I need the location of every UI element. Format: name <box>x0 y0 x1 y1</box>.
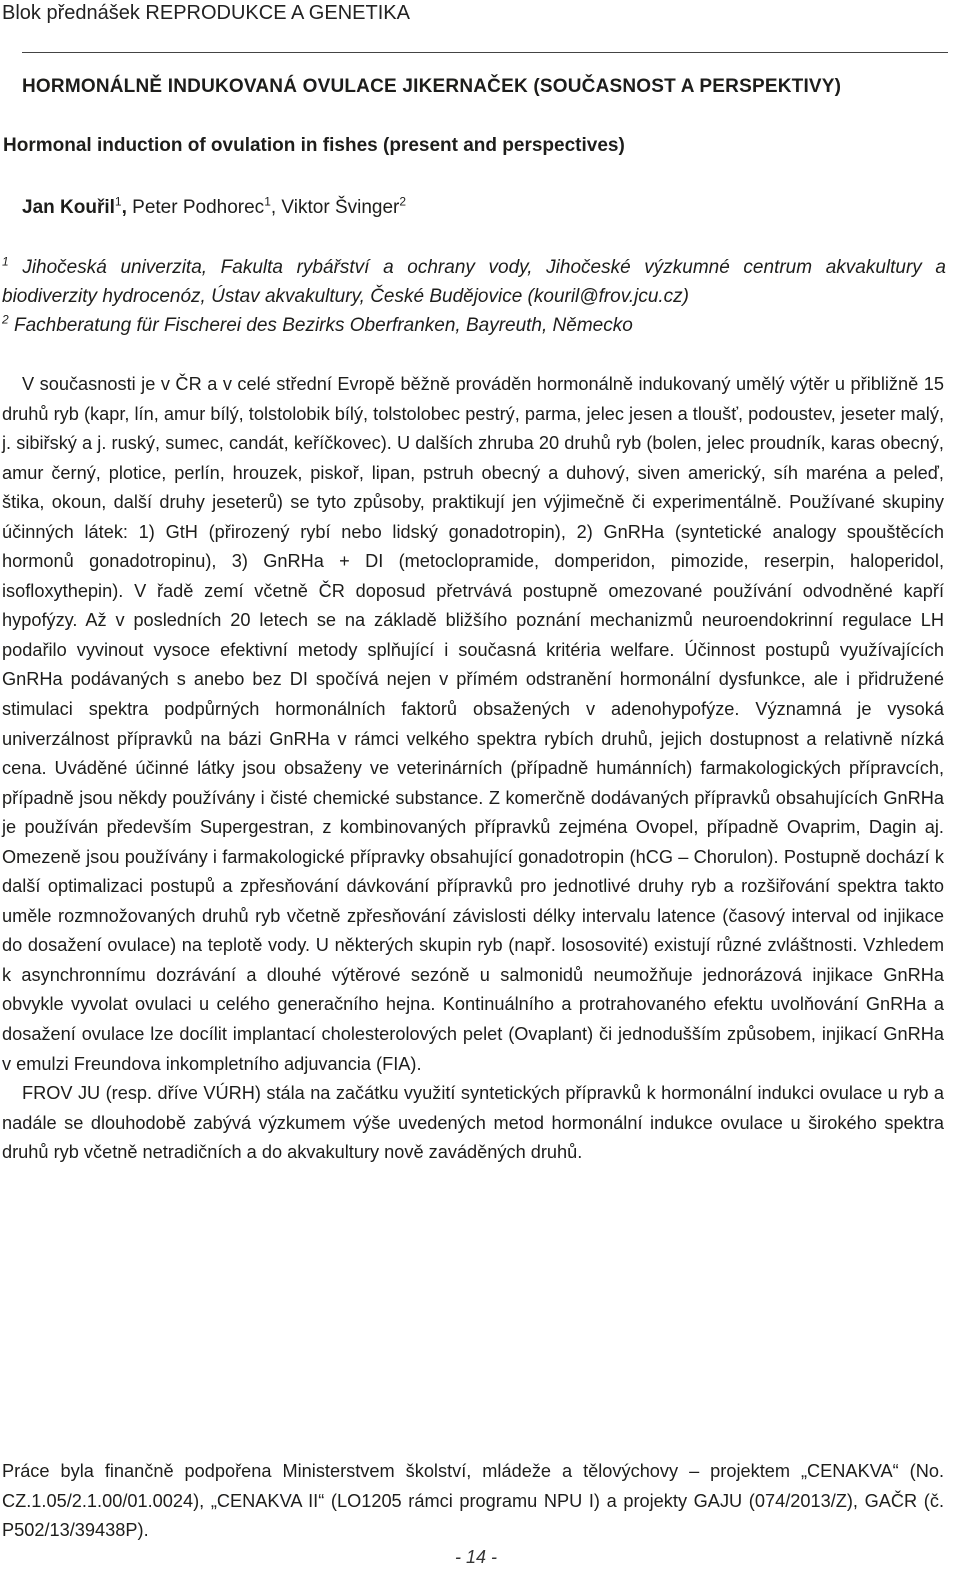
abstract-paragraph: FROV JU (resp. dříve VÚRH) stála na začátku využití syntetických přípravků k hormonální indukci ovulace u ryb a nadále se dlouhodobě zabývá výzkumem výše uvedených metod hormonální indukce ovulace u širokého spektra druhů ryb včetně netradičních a do akvakultury nově zaváděných druhů. <box>2 1083 944 1163</box>
funding-acknowledgement: Práce byla finančně podpořena Ministerstvem školství, mládeže a tělovýchovy – projektem „CENAKVA“ (No. CZ.1.05/2.1.00/01.0024), „CENAKVA II“ (LO1205 rámci programu NPU I) a projekty GAJU (074/2013/Z), GAČR (č. P502/13/39438P). <box>2 1461 944 1540</box>
author-affiliation-mark: 1 <box>264 194 271 209</box>
affiliation-mark: 2 <box>2 312 9 327</box>
author-name: Peter Podhorec <box>126 197 265 218</box>
affiliation-text: Fachberatung für Fischerei des Bezirks Oberfranken, Bayreuth, Německo <box>8 315 633 336</box>
page-number: - 14 - <box>454 1547 497 1567</box>
affiliation-2 <box>2 311 946 340</box>
abstract-paragraph: V současnosti je v ČR a v celé střední Evropě běžně prováděn hormonálně indukovaný umělý výtěr u přibližně 15 druhů ryb (kapr, lín, amur bílý, tolstolobik bílý, tolstolobec pestrý, parma, jelec jesen a tloušť, podoustev, jeseter malý, j. sibiřský a j. ruský, sumec, candát, keříčkovec). U dalších zhruba 20 druhů ryb (bolen, jelec proudník, karas obecný, amur černý, plotice, perlín, hrouzek, piskoř, lipan, pstruh obecný a duhový, siven americký, síh maréna a peleď, štika, okoun, další druhy jeseterů) se tyto způsoby, praktikují jen výjimečně či experimentálně. Používané skupiny účinných látek: 1) GtH (přirozený rybí nebo lidský gonadotropin), 2) GnRHa (syntetické analogy spouštěcích hormonů gonadotropinu), 3) GnRHa + DI (metoclopramide, domperidon, pimozide, reserpin, haloperidol, isofloxythepin). V řadě zemí včetně ČR doposud přetrvává postupně omezované používání odvodněné kapří hypofýzy. Až v posledních 20 letech se na základě bližšího poznání mechanizmů neuroendokrinní regulace LH podařilo vyvinout vysoce efektivní metody splňující i současná kritéria welfare. Účinnost postupů využívajících GnRHa podávaných s anebo bez DI spočívá nejen v přímém odstranění hormonální dysfunkce, ale i přidružené stimulaci spektra podpůrných hormonálních faktorů obsažených v adenohypofýze. Významná je vysoká univerzálnost přípravků na bázi GnRHa v rámci velkého spektra rybích druhů, jejich dostupnost a relativně nízká cena. Uváděné účinné látky jsou obsaženy ve veterinárních (případně humánních) farmakologických přípravcích, případně jsou někdy používány i čisté chemické substance. Z komerčně dodávaných přípravků obsahujících GnRHa je používán především Supergestran, z kombinovaných přípravků zejména Ovopel, případně Ovaprim, Dagin aj. Omezeně jsou používány i farmakologické přípravky obsahující gonadotropin (hCG – Chorulon). Postupně dochází k další optimalizaci postupů a zpřesňování dávkování přípravků pro jednotlivé druhy ryb a rozšiřování spektra takto uměle rozmnožovaných druhů ryb včetně zpřesňování závislosti délky intervalu latence (časový interval od injikace do dosažení ovulace) na teplotě vody. U některých skupin ryb (např. lososovité) existují různé zvláštnosti. Vzhledem k asynchronnímu dozrávání a dlouhé výtěrové sezóně u salmonidů neumožňuje jednorázová injikace GnRHa obvykle vyvolat ovulaci u celého generačního hejna. Kontinuálního a protrahovaného efektu uvolňování GnRHa a dosažení ovulace lze docílit implantací cholesterolových pelet (Ovaplant) či jednodušším způsobem, injikací GnRHa v emulzi Freundova inkompletního adjuvancia (FIA). <box>2 374 944 1074</box>
author-separator: , <box>270 197 277 218</box>
author-name: Jan Kouřil <box>22 197 115 218</box>
author-separator: , <box>121 197 127 218</box>
author-affiliation-mark: 2 <box>399 194 407 209</box>
article-title-czech: HORMONÁLNĚ INDUKOVANÁ OVULACE JIKERNAČEK (SOUČASNOST A PERSPEKTIVY) <box>22 76 842 97</box>
affiliation-text: Jihočeská univerzita, Fakulta rybářství a ochrany vody, Jihočeské výzkumné centrum akvakultury a biodiverzity hydrocenóz, Ústav akvakultury, České Budějovice (kouril@frov.jcu.cz) <box>2 257 946 307</box>
affiliation-mark: 1 <box>2 254 9 269</box>
author-affiliation-mark: 1 <box>114 194 122 209</box>
article-title-english: Hormonal induction of ovulation in fishes (present and perspectives) <box>3 135 625 156</box>
affiliation-1 <box>2 253 946 311</box>
author-name: Viktor Švinger <box>276 197 400 218</box>
running-header: Blok přednášek REPRODUKCE A GENETIKA <box>2 2 410 24</box>
abstract-body <box>2 370 944 1168</box>
header-divider <box>22 52 948 53</box>
author-list <box>22 195 952 221</box>
